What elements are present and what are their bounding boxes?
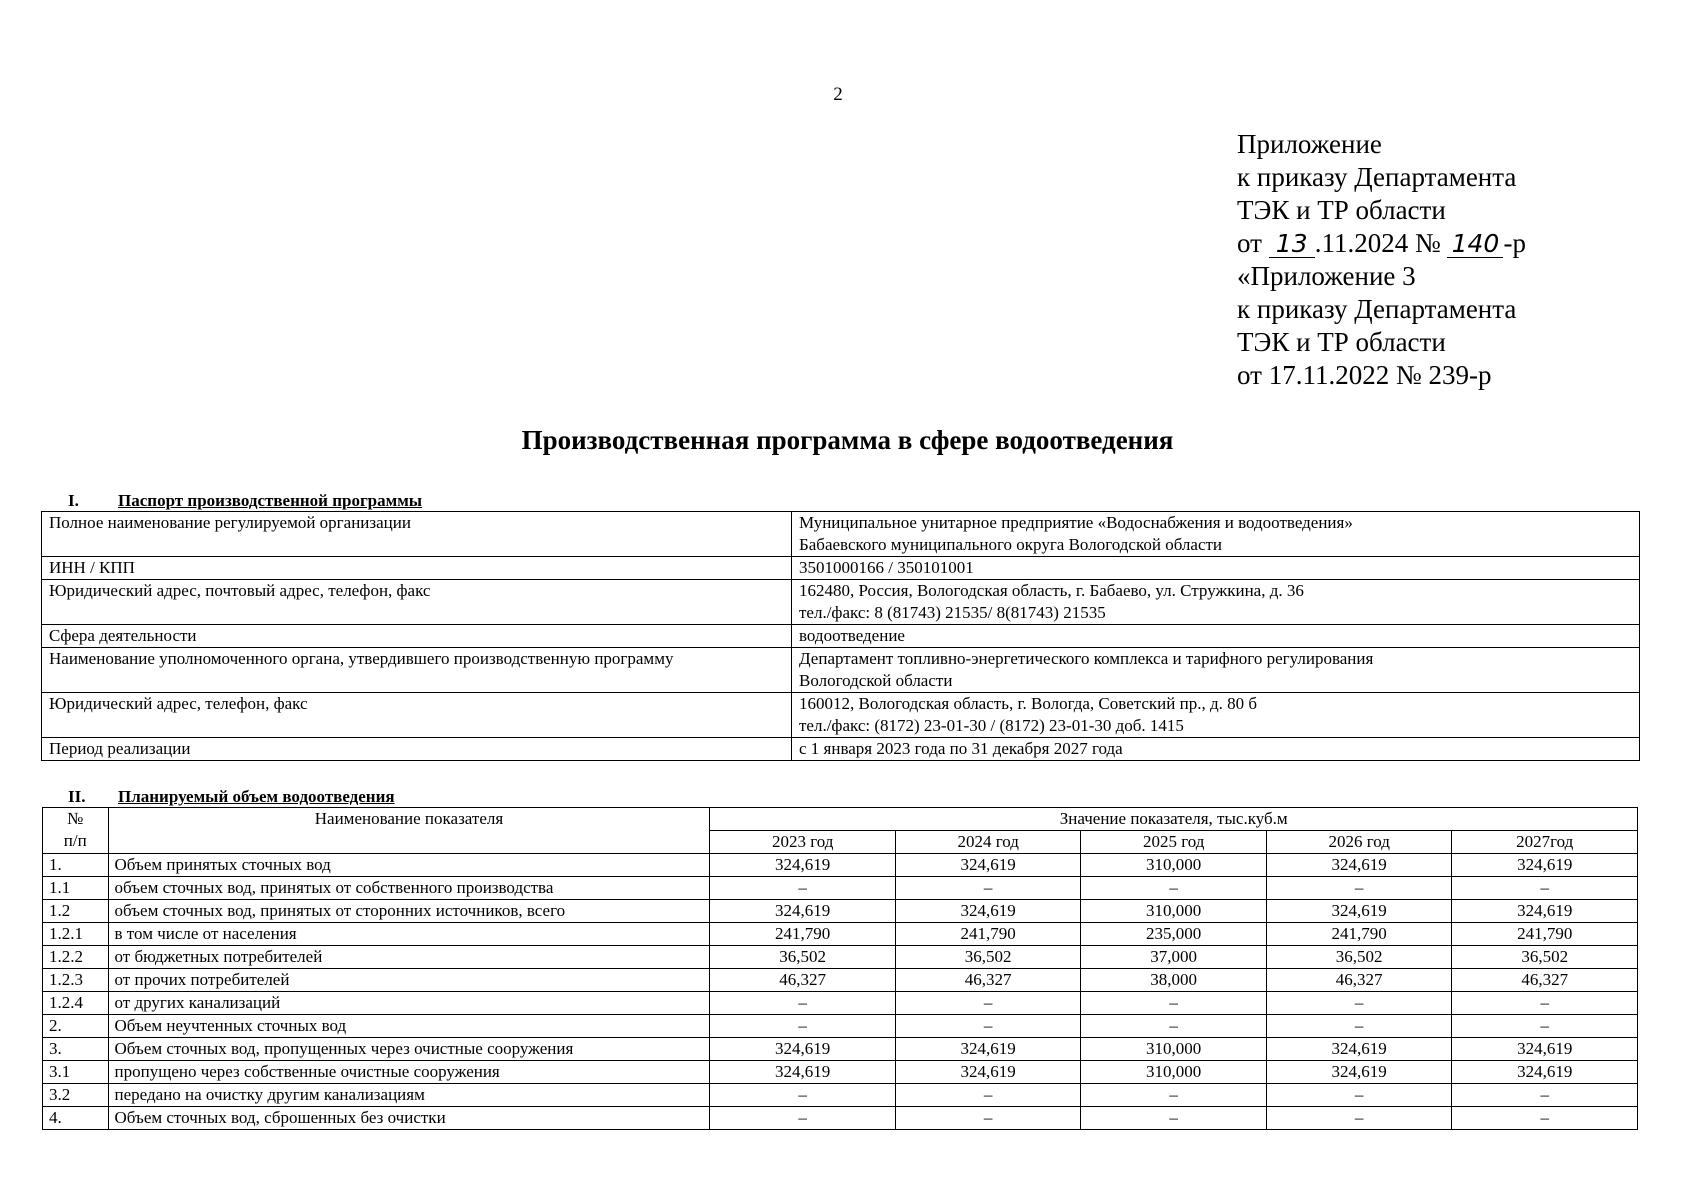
value-cell: –	[710, 992, 896, 1015]
value-cell: –	[1452, 1107, 1638, 1130]
value-cell: –	[1452, 1015, 1638, 1038]
row-number: 1.2.1	[43, 923, 109, 946]
passport-value-line: Муниципальное унитарное предприятие «Водоснабжения и водоотведения»	[799, 513, 1353, 532]
row-number: 1.2.2	[43, 946, 109, 969]
value-cell: –	[895, 1084, 1081, 1107]
table-row	[42, 738, 1640, 761]
value-cell: –	[1266, 1015, 1452, 1038]
value-cell: 241,790	[895, 923, 1081, 946]
table-row	[43, 992, 1638, 1015]
document-title: Производственная программа в сфере водоотведения	[521, 425, 1174, 455]
passport-value-line: с 1 января 2023 года по 31 декабря 2027 года	[799, 739, 1123, 758]
value-cell: –	[710, 1107, 896, 1130]
table-header-row	[43, 808, 1638, 831]
table-row	[43, 1015, 1638, 1038]
value-cell: 36,502	[710, 946, 896, 969]
row-number: 1.2	[43, 900, 109, 923]
indicator-name: от других канализаций	[108, 992, 710, 1015]
passport-value	[792, 580, 1640, 625]
value-cell: 241,790	[710, 923, 896, 946]
value-cell: 235,000	[1081, 923, 1267, 946]
appendix-line: ТЭК и ТР области	[1237, 195, 1446, 225]
row-number: 1.	[43, 854, 109, 877]
row-number: 1.2.3	[43, 969, 109, 992]
value-cell: –	[1266, 992, 1452, 1015]
value-cell: 324,619	[1452, 1061, 1638, 1084]
value-cell: –	[1266, 1107, 1452, 1130]
value-cell: –	[710, 1084, 896, 1107]
passport-value	[792, 738, 1640, 761]
header-cell-year: 2026 год	[1266, 831, 1452, 854]
passport-table	[41, 511, 1640, 761]
value-cell: –	[895, 877, 1081, 900]
header-text: п/п	[63, 831, 87, 850]
section-number: II.	[68, 787, 86, 806]
value-cell: 324,619	[710, 1038, 896, 1061]
indicator-name: Объем принятых сточных вод	[108, 854, 710, 877]
indicator-name: пропущено через собственные очистные сооружения	[108, 1061, 710, 1084]
section-title: Планируемый объем водоотведения	[118, 787, 395, 806]
passport-value-line: водоотведение	[799, 626, 905, 645]
table-row	[43, 946, 1638, 969]
value-cell: 37,000	[1081, 946, 1267, 969]
value-cell: 324,619	[1266, 900, 1452, 923]
value-cell: 324,619	[895, 854, 1081, 877]
row-number: 3.1	[43, 1061, 109, 1084]
value-cell: 324,619	[710, 1061, 896, 1084]
handwritten-day: 13	[1269, 231, 1315, 258]
appendix-order-line	[1237, 227, 1526, 260]
passport-label: Наименование уполномоченного органа, утвердившего производственную программу	[42, 648, 792, 693]
table-row	[43, 854, 1638, 877]
value-cell: 310,000	[1081, 1038, 1267, 1061]
section-number: I.	[68, 491, 79, 510]
value-cell: 324,619	[1452, 1038, 1638, 1061]
value-cell: 324,619	[1452, 900, 1638, 923]
header-cell-year: 2024 год	[895, 831, 1081, 854]
value-cell: 241,790	[1266, 923, 1452, 946]
table-row	[43, 900, 1638, 923]
appendix-line: к приказу Департамента	[1237, 294, 1517, 324]
value-cell: 324,619	[710, 854, 896, 877]
value-cell: 46,327	[1452, 969, 1638, 992]
volume-table-body	[43, 854, 1638, 1130]
row-number: 1.1	[43, 877, 109, 900]
passport-label: Сфера деятельности	[42, 625, 792, 648]
header-cell-year: 2027год	[1452, 831, 1638, 854]
passport-value	[792, 625, 1640, 648]
handwritten-order-number: 140	[1447, 231, 1503, 258]
header-cell-group: Значение показателя, тыс.куб.м	[710, 808, 1638, 831]
indicator-name: передано на очистку другим канализациям	[108, 1084, 710, 1107]
row-number: 4.	[43, 1107, 109, 1130]
value-cell: 46,327	[1266, 969, 1452, 992]
passport-value-line: Бабаевского муниципального округа Вологодской области	[799, 535, 1223, 554]
row-number: 2.	[43, 1015, 109, 1038]
indicator-name: Объем неучтенных сточных вод	[108, 1015, 710, 1038]
passport-label: Полное наименование регулируемой организации	[42, 512, 792, 557]
passport-value	[792, 648, 1640, 693]
table-row	[42, 693, 1640, 738]
passport-label: Юридический адрес, телефон, факс	[42, 693, 792, 738]
header-cell-year: 2025 год	[1081, 831, 1267, 854]
value-cell: 310,000	[1081, 854, 1267, 877]
value-cell: 310,000	[1081, 1061, 1267, 1084]
value-cell: 324,619	[1266, 854, 1452, 877]
value-cell: 36,502	[895, 946, 1081, 969]
passport-label: Юридический адрес, почтовый адрес, телефон, факс	[42, 580, 792, 625]
appendix-block	[1237, 128, 1526, 392]
passport-value-line: тел./факс: (8172) 23-01-30 / (8172) 23-01-30 доб. 1415	[799, 716, 1184, 735]
value-cell: 38,000	[1081, 969, 1267, 992]
value-cell: –	[1452, 877, 1638, 900]
table-row	[42, 512, 1640, 557]
value-cell: 324,619	[895, 1038, 1081, 1061]
table-row	[43, 877, 1638, 900]
value-cell: –	[895, 1107, 1081, 1130]
passport-value-line: тел./факс: 8 (81743) 21535/ 8(81743) 21535	[799, 603, 1106, 622]
section-heading-volume	[68, 787, 395, 807]
value-cell: 46,327	[710, 969, 896, 992]
appendix-line: ТЭК и ТР области	[1237, 327, 1446, 357]
table-row	[43, 1038, 1638, 1061]
section-heading-passport	[68, 491, 422, 511]
value-cell: 324,619	[895, 1061, 1081, 1084]
passport-value	[792, 693, 1640, 738]
indicator-name: в том числе от населения	[108, 923, 710, 946]
value-cell: –	[1266, 1084, 1452, 1107]
value-cell: 36,502	[1266, 946, 1452, 969]
passport-value-line: Департамент топливно-энергетического комплекса и тарифного регулирования	[799, 649, 1374, 668]
value-cell: –	[710, 877, 896, 900]
value-cell: –	[1266, 877, 1452, 900]
indicator-name: Объем сточных вод, сброшенных без очистки	[108, 1107, 710, 1130]
value-cell: 324,619	[1452, 854, 1638, 877]
value-cell: –	[710, 1015, 896, 1038]
passport-label: ИНН / КПП	[42, 557, 792, 580]
value-cell: 46,327	[895, 969, 1081, 992]
value-cell: 241,790	[1452, 923, 1638, 946]
table-row	[43, 923, 1638, 946]
table-row	[42, 625, 1640, 648]
value-cell: 36,502	[1452, 946, 1638, 969]
table-row	[42, 557, 1640, 580]
value-cell: –	[1081, 1015, 1267, 1038]
table-row	[43, 969, 1638, 992]
appendix-line: от 17.11.2022 № 239-р	[1237, 360, 1492, 390]
value-cell: –	[1452, 1084, 1638, 1107]
row-number: 3.2	[43, 1084, 109, 1107]
passport-value-line: 3501000166 / 350101001	[799, 558, 974, 577]
value-cell: –	[1081, 877, 1267, 900]
value-cell: 324,619	[710, 900, 896, 923]
header-text: №	[67, 809, 84, 828]
passport-value-line: Вологодской области	[799, 671, 953, 690]
row-number: 1.2.4	[43, 992, 109, 1015]
table-row	[42, 580, 1640, 625]
header-cell-year: 2023 год	[710, 831, 896, 854]
header-cell-number	[43, 808, 109, 854]
date-rest: .11.2024 №	[1314, 228, 1441, 258]
value-cell: 324,619	[1266, 1061, 1452, 1084]
value-cell: –	[1452, 992, 1638, 1015]
value-cell: 324,619	[895, 900, 1081, 923]
value-cell: –	[1081, 992, 1267, 1015]
value-cell: –	[895, 1015, 1081, 1038]
passport-value-line: 160012, Вологодская область, г. Вологда, Советский пр., д. 80 б	[799, 694, 1258, 713]
passport-label: Период реализации	[42, 738, 792, 761]
section-title: Паспорт производственной программы	[118, 491, 423, 510]
passport-value	[792, 557, 1640, 580]
value-cell: –	[1081, 1084, 1267, 1107]
table-row	[43, 1107, 1638, 1130]
date-prefix: от	[1237, 228, 1262, 258]
indicator-name: объем сточных вод, принятых от собственного производства	[108, 877, 710, 900]
table-row	[43, 1084, 1638, 1107]
header-cell-name: Наименование показателя	[108, 808, 710, 854]
indicator-name: Объем сточных вод, пропущенных через очистные сооружения	[108, 1038, 710, 1061]
appendix-line: Приложение	[1237, 129, 1382, 159]
value-cell: 324,619	[1266, 1038, 1452, 1061]
value-cell: –	[1081, 1107, 1267, 1130]
page-number: 2	[833, 84, 843, 105]
order-suffix: -р	[1503, 228, 1526, 258]
indicator-name: от бюджетных потребителей	[108, 946, 710, 969]
value-cell: 310,000	[1081, 900, 1267, 923]
volume-table	[42, 807, 1638, 1130]
indicator-name: объем сточных вод, принятых от сторонних источников, всего	[108, 900, 710, 923]
table-row	[43, 1061, 1638, 1084]
row-number: 3.	[43, 1038, 109, 1061]
value-cell: –	[895, 992, 1081, 1015]
table-row	[42, 648, 1640, 693]
passport-value	[792, 512, 1640, 557]
appendix-line: «Приложение 3	[1237, 261, 1416, 291]
passport-value-line: 162480, Россия, Вологодская область, г. Бабаево, ул. Стружкина, д. 36	[799, 581, 1304, 600]
indicator-name: от прочих потребителей	[108, 969, 710, 992]
appendix-line: к приказу Департамента	[1237, 162, 1517, 192]
